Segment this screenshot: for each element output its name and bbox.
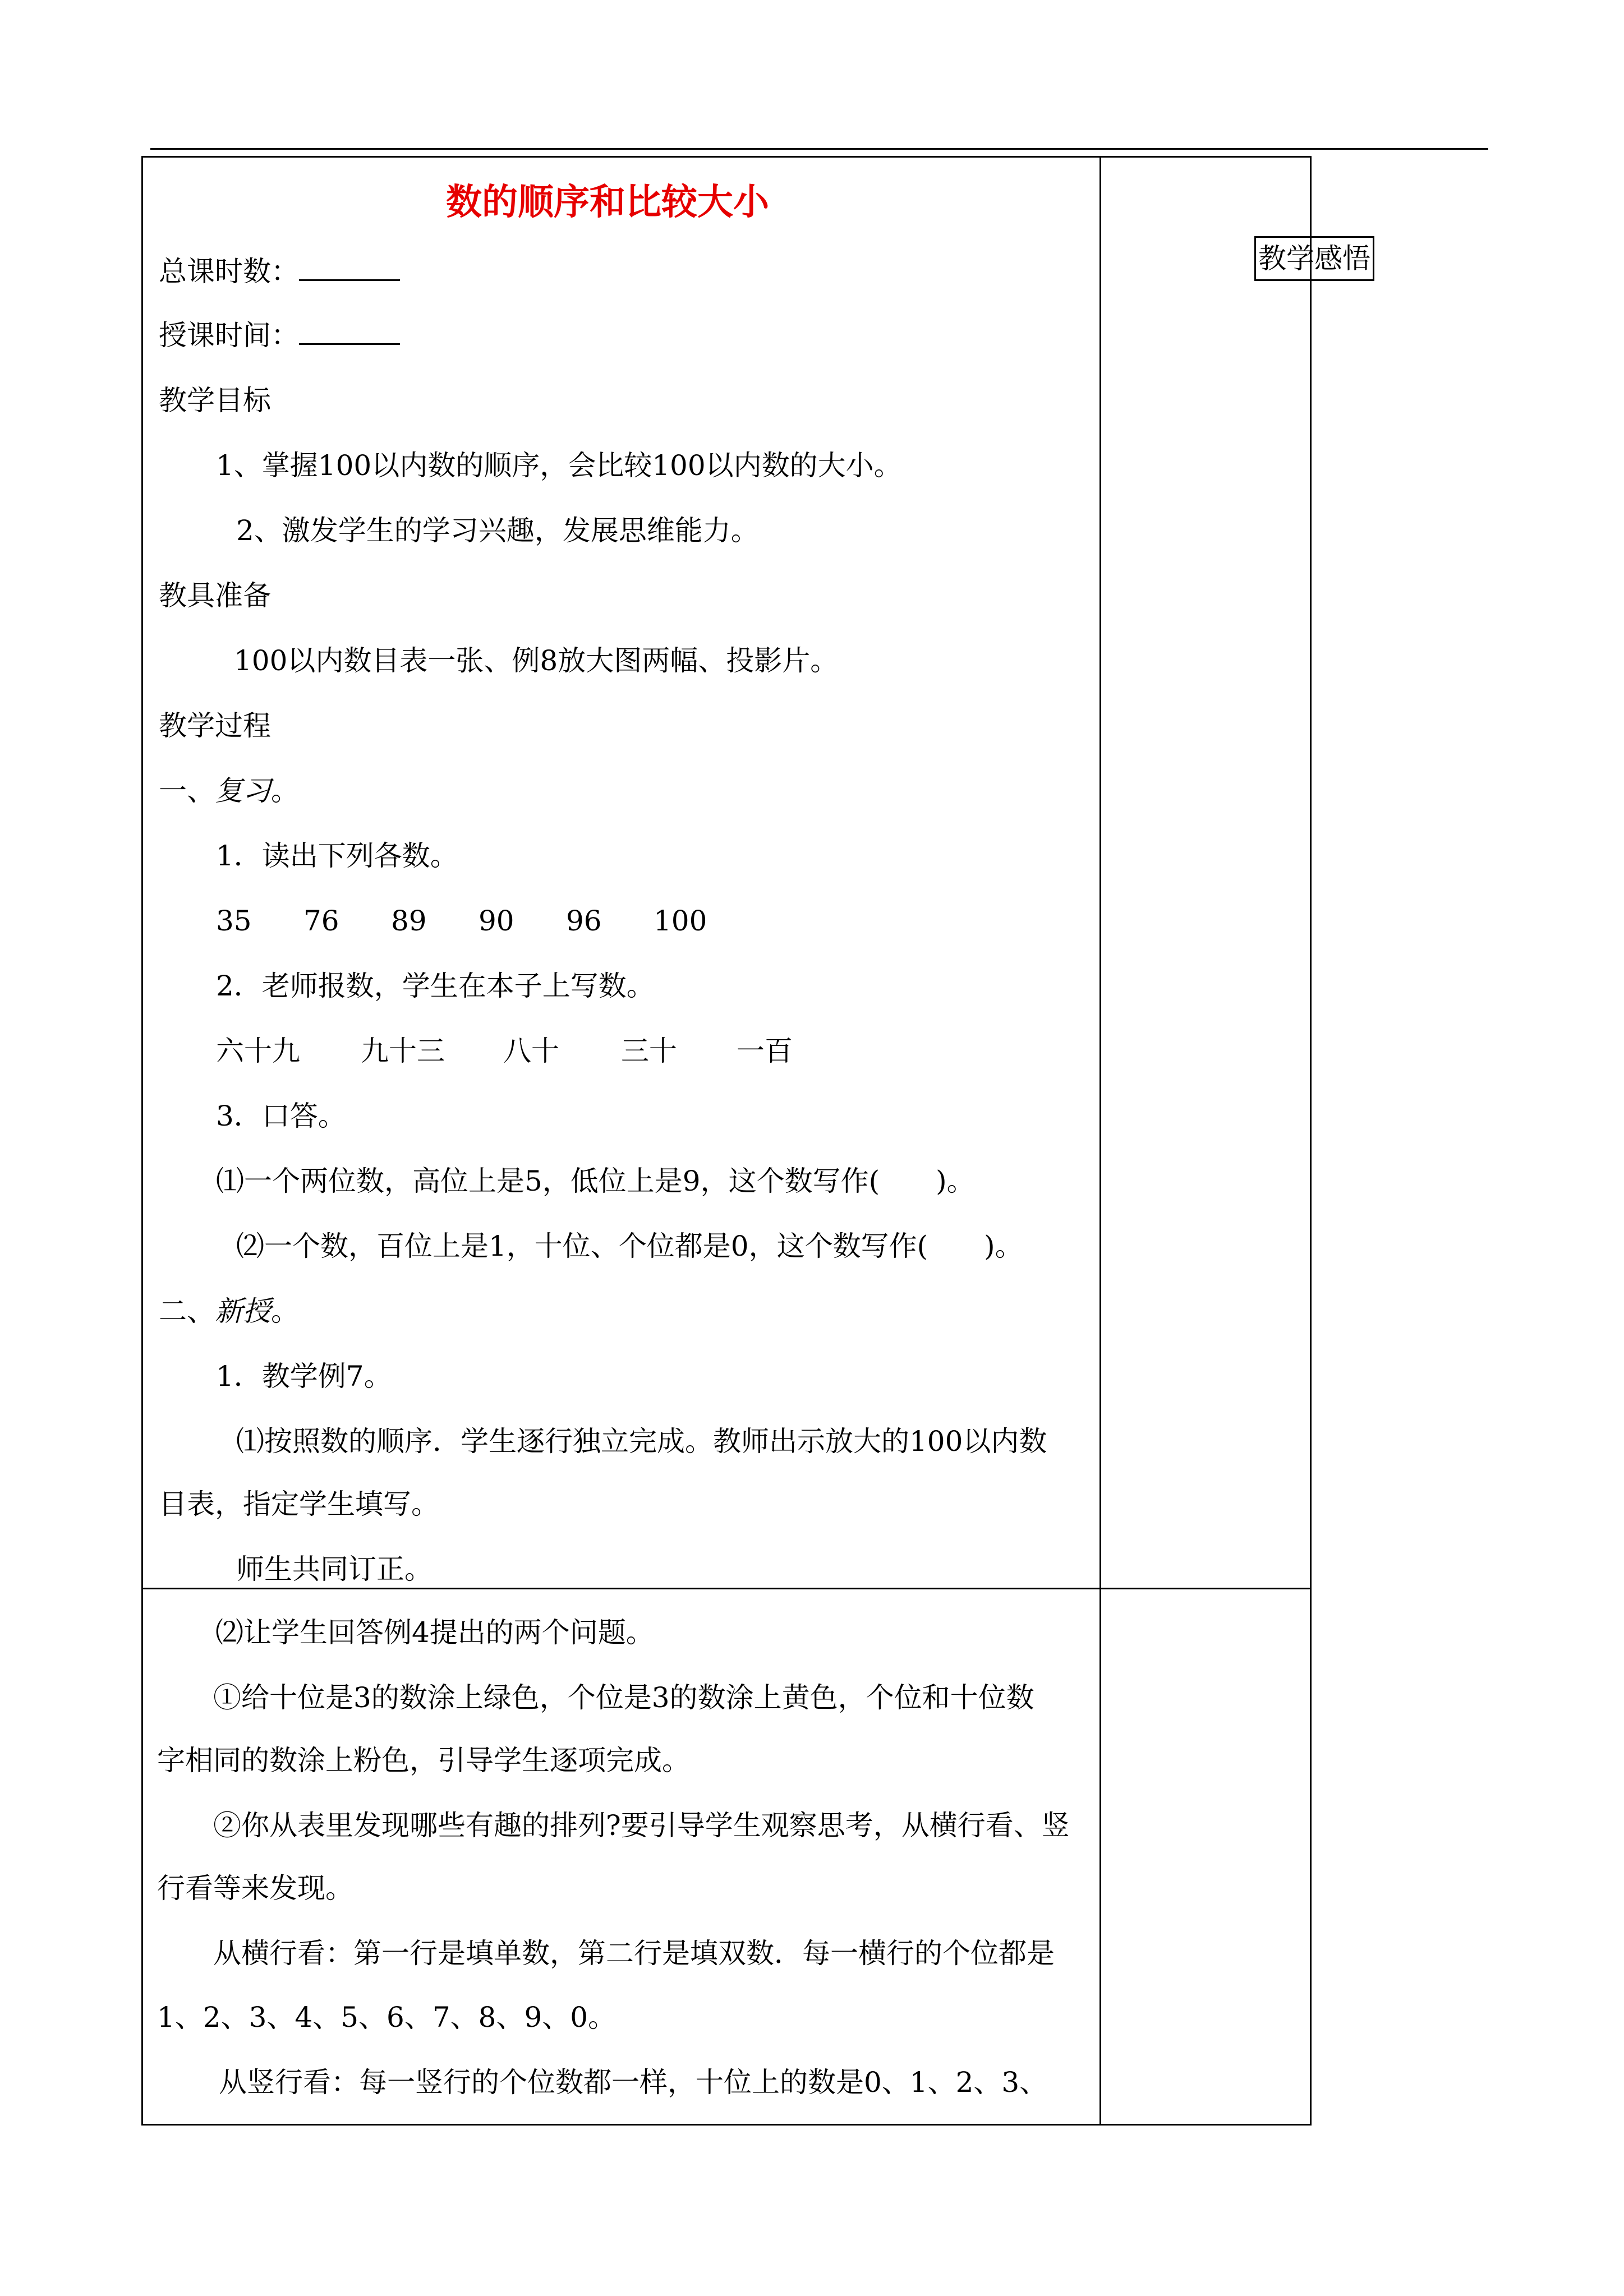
- new-1-e-line2: 1、2、3、4、5、6、7、8、9、0。: [157, 2001, 617, 2034]
- new-1-a-line3: 师生共同订正。: [236, 1553, 433, 1585]
- new-1-a-line2: 目表，指定学生填写。: [159, 1488, 439, 1520]
- word-item: 一百: [737, 1035, 793, 1067]
- word-item: 三十: [621, 1035, 677, 1067]
- review-3-question-2: ⑵一个数，百位上是1，十位、个位都是0，这个数写作( )。: [236, 1230, 1023, 1262]
- page-title: 数的顺序和比较大小: [446, 182, 769, 223]
- review-3: 3．口答。: [216, 1100, 346, 1132]
- number-item: 89: [391, 905, 427, 937]
- materials-heading: 教具准备: [159, 579, 271, 612]
- number-item: 90: [479, 905, 514, 937]
- total-lessons-line: [159, 254, 400, 289]
- word-item: 八十: [503, 1035, 559, 1067]
- new-1-f-line1: 从竖行看：每一竖行的个位数都一样，十位上的数是0、1、2、3、: [219, 2066, 1048, 2099]
- section-2-heading: [159, 1294, 299, 1329]
- new-1-a-line1: ⑴按照数的顺序．学生逐行独立完成。教师出示放大的100以内数: [236, 1425, 1047, 1458]
- objective-1: 1、掌握100以内数的顺序，会比较100以内数的大小。: [216, 449, 902, 482]
- lesson-table-extension: [141, 1587, 1312, 2126]
- new-1-c-line1: ①给十位是3的数涂上绿色，个位是3的数涂上黄色，个位和十位数: [213, 1681, 1034, 1714]
- section-2-title: 新授: [215, 1295, 271, 1327]
- word-item: 六十九: [216, 1035, 300, 1067]
- lesson-time-label: 授课时间：: [159, 319, 299, 352]
- reflection-column: [1101, 158, 1370, 1588]
- materials-text: 100以内数目表一张、例8放大图两幅、投影片。: [234, 644, 839, 677]
- number-item: 96: [566, 905, 602, 937]
- new-1-d-line2: 行看等来发现。: [157, 1872, 353, 1905]
- new-1-e-line1: 从横行看：第一行是填单数，第二行是填双数．每一横行的个位都是: [213, 1937, 1055, 1970]
- objective-2: 2、激发学生的学习兴趣，发展思维能力。: [236, 514, 759, 547]
- review-2-words: [216, 1034, 793, 1068]
- number-item: 35: [216, 905, 252, 937]
- section-1-heading: [159, 773, 299, 808]
- review-3-question-1: ⑴一个两位数，高位上是5，低位上是9，这个数写作( )。: [216, 1165, 975, 1197]
- review-1: 1．读出下列各数。: [216, 840, 458, 872]
- section-1-prefix: 一、: [159, 774, 215, 807]
- lesson-main-column: [143, 158, 1099, 1588]
- process-heading: 教学过程: [159, 709, 271, 742]
- section-1-title: 复习: [215, 774, 271, 807]
- lesson-time-line: [159, 318, 400, 353]
- review-2: 2．老师报数，学生在本子上写数。: [216, 970, 655, 1002]
- review-1-numbers: [216, 903, 707, 938]
- lesson-table: [141, 156, 1370, 1589]
- objectives-heading: 教学目标: [159, 384, 271, 417]
- section-2-prefix: 二、: [159, 1295, 215, 1327]
- total-lessons-blank: [299, 257, 400, 281]
- new-1: 1．教学例7。: [216, 1360, 392, 1393]
- column-divider-extension: [1099, 1587, 1101, 2124]
- word-item: 九十三: [361, 1035, 445, 1067]
- total-lessons-label: 总课时数：: [159, 255, 299, 288]
- new-1-b: ⑵让学生回答例4提出的两个问题。: [215, 1616, 654, 1649]
- new-1-d-line1: ②你从表里发现哪些有趣的排列?要引导学生观察思考，从横行看、竖: [213, 1809, 1070, 1842]
- number-item: 76: [303, 905, 339, 937]
- section-1-suffix: 。: [271, 774, 299, 807]
- section-2-suffix: 。: [271, 1295, 299, 1327]
- header-rule: [150, 148, 1488, 150]
- reflection-label: 教学感悟: [1254, 236, 1374, 281]
- number-item: 100: [654, 905, 707, 937]
- new-1-c-line2: 字相同的数涂上粉色，引导学生逐项完成。: [157, 1744, 690, 1777]
- lesson-time-blank: [299, 321, 400, 345]
